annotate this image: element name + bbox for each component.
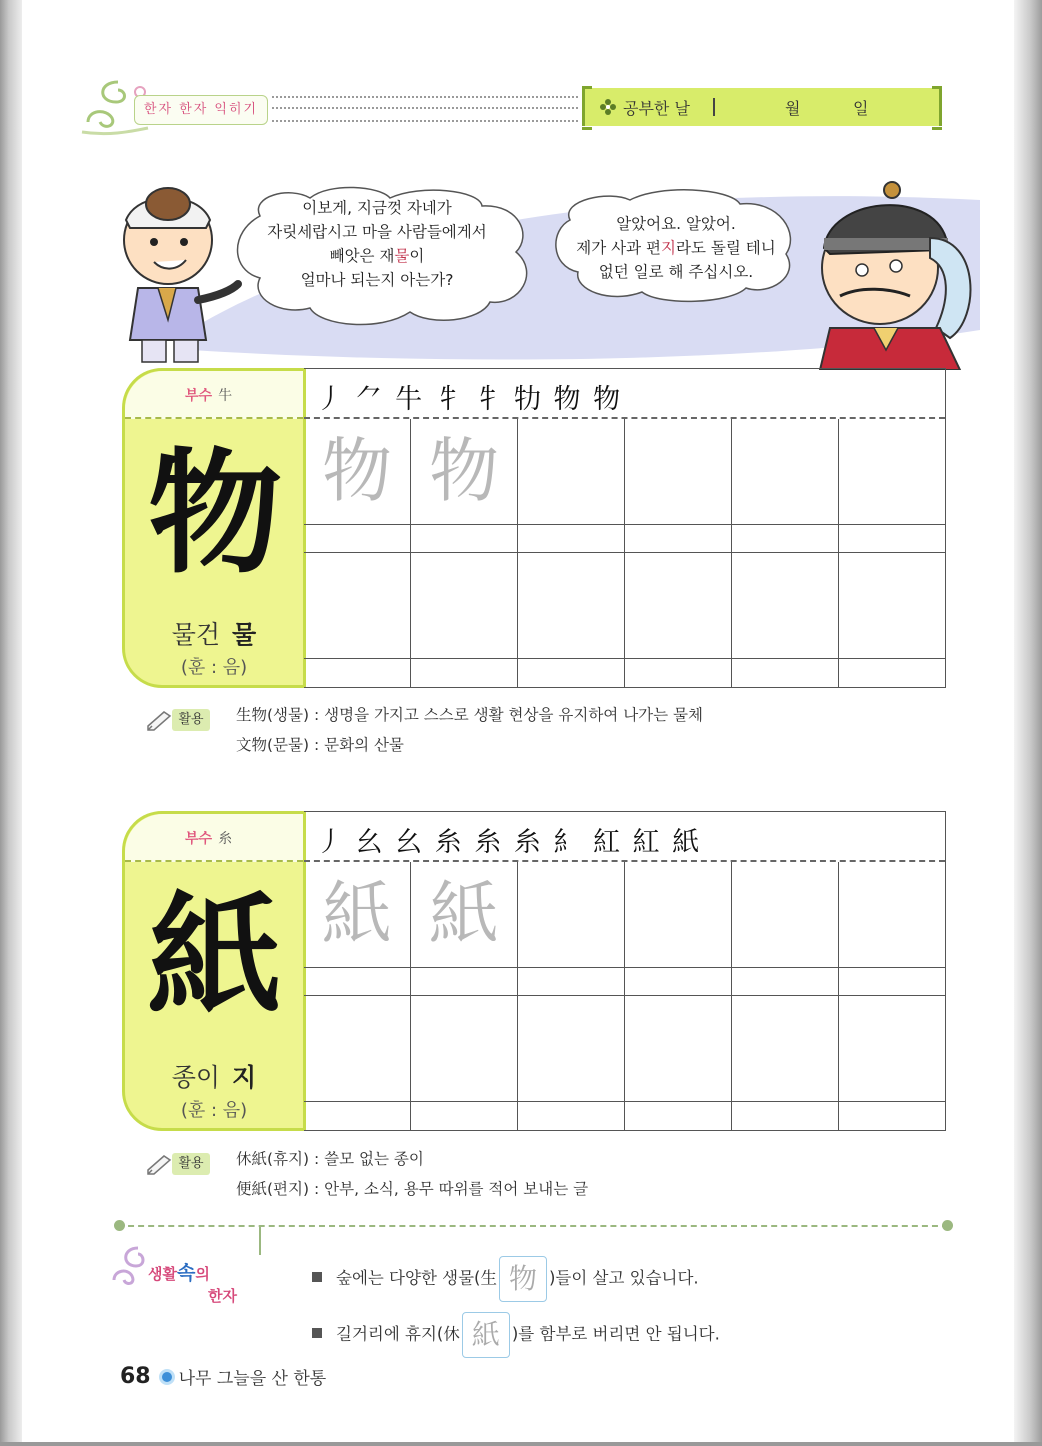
writing-cell[interactable] <box>732 968 839 996</box>
life-example-2 <box>312 1312 720 1358</box>
radical-label: 부수 <box>185 831 213 847</box>
character-card <box>122 811 306 1131</box>
trace-character: 紙 <box>322 873 392 955</box>
writing-cell[interactable] <box>732 862 839 968</box>
main-character: 紙 <box>147 877 282 1035</box>
writing-cell[interactable] <box>304 659 411 688</box>
writing-cell[interactable] <box>732 419 839 525</box>
section-label: 한자 한자 익히기 <box>134 95 268 125</box>
trace-cell[interactable] <box>411 419 518 525</box>
usage-line: 休紙(휴지) : 쓸모 없는 종이 <box>236 1150 424 1168</box>
writing-cell[interactable] <box>518 659 625 688</box>
writing-cell[interactable] <box>625 419 732 525</box>
life-text: )를 함부로 버리면 안 됩니다. <box>511 1324 720 1344</box>
pencil-icon <box>146 708 174 732</box>
writing-cell[interactable] <box>839 968 945 996</box>
writing-cell[interactable] <box>839 659 945 688</box>
life-section-subtitle: 한자 <box>208 1287 237 1305</box>
meaning-text: 물건 <box>171 620 221 649</box>
radical-header <box>125 814 303 862</box>
radical-char: 牛 <box>218 388 233 404</box>
radical-info <box>185 385 232 405</box>
character-card <box>122 368 306 688</box>
speech-line: 없던 일로 해 주십시오. <box>598 263 754 281</box>
writing-cell[interactable] <box>304 968 411 996</box>
trace-cell[interactable] <box>411 862 518 968</box>
radical-label: 부수 <box>185 388 213 404</box>
writing-cell[interactable] <box>839 996 945 1102</box>
writing-cell[interactable] <box>518 996 625 1102</box>
writing-cell[interactable] <box>625 659 732 688</box>
speech-line: 빼앗은 재물이 <box>329 247 425 265</box>
life-title-b: 속 <box>176 1262 196 1284</box>
life-title-c: 의 <box>195 1265 210 1283</box>
writing-cell[interactable] <box>625 862 732 968</box>
writing-cell[interactable] <box>304 553 411 659</box>
speech-line: 이보게, 지금껏 자네가 <box>302 199 452 217</box>
writing-cell[interactable] <box>304 525 411 553</box>
trace-character: 物 <box>429 430 499 512</box>
writing-cell[interactable] <box>732 996 839 1102</box>
usage-badge: 활용 <box>172 709 210 731</box>
writing-cell[interactable] <box>732 553 839 659</box>
usage-line: 便紙(편지) : 안부, 소식, 용무 따위를 적어 보내는 글 <box>236 1180 589 1198</box>
writing-cell[interactable] <box>625 1102 732 1131</box>
stroke-order-row <box>304 812 945 862</box>
trace-cell[interactable] <box>304 419 411 525</box>
life-section-title <box>148 1258 210 1285</box>
meaning-sound <box>125 1058 303 1094</box>
divider-tick <box>259 1227 261 1255</box>
book-title: 나무 그늘을 산 한통 <box>178 1369 327 1389</box>
sound-text: 지 <box>232 1063 257 1092</box>
page-shadow-left <box>0 0 22 1446</box>
writing-cell[interactable] <box>304 996 411 1102</box>
writing-cell[interactable] <box>732 1102 839 1131</box>
usage-badge: 활용 <box>172 1153 210 1175</box>
circle-bullet-icon <box>159 1369 175 1385</box>
writing-cell[interactable] <box>839 1102 945 1131</box>
writing-cell[interactable] <box>625 968 732 996</box>
radical-info <box>185 828 232 848</box>
header-dotted-line <box>272 96 578 122</box>
writing-cell[interactable] <box>625 525 732 553</box>
writing-cell[interactable] <box>411 996 518 1102</box>
highlight-syllable: 지 <box>661 239 676 257</box>
page-shadow-bottom <box>0 1442 1042 1446</box>
study-separator <box>713 98 715 116</box>
trace-character: 物 <box>322 430 392 512</box>
writing-grid <box>304 368 946 688</box>
writing-cell[interactable] <box>411 968 518 996</box>
life-example-1 <box>312 1256 699 1302</box>
trace-character: 紙 <box>429 873 499 955</box>
writing-cell[interactable] <box>411 1102 518 1131</box>
study-date-box <box>582 88 942 126</box>
writing-cell[interactable] <box>518 553 625 659</box>
stroke-order: 丿 ⺈ 牛 牜 牜 牞 物 物 <box>316 384 623 415</box>
writing-cell[interactable] <box>839 553 945 659</box>
writing-cell[interactable] <box>304 1102 411 1131</box>
month-label: 월 <box>785 99 801 118</box>
left-speech-bubble <box>232 196 522 292</box>
official-character-illustration <box>800 178 980 370</box>
hun-eum-label: (훈 : 음) <box>180 1100 248 1121</box>
writing-cell[interactable] <box>411 525 518 553</box>
bullet-square-icon <box>312 1272 322 1282</box>
study-date-label: 공부한 날 <box>623 99 690 118</box>
life-text: )들이 살고 있습니다. <box>548 1268 699 1288</box>
writing-cell[interactable] <box>518 1102 625 1131</box>
writing-cell[interactable] <box>518 525 625 553</box>
writing-cell[interactable] <box>839 862 945 968</box>
stroke-order-row <box>304 369 945 419</box>
answer-box[interactable]: 紙 <box>462 1312 510 1358</box>
meaning-sound <box>125 615 303 651</box>
writing-cell[interactable] <box>411 659 518 688</box>
life-text: 길거리에 휴지(休 <box>336 1324 460 1344</box>
flower-icon <box>599 98 617 116</box>
radical-char: 糸 <box>218 831 233 847</box>
speech-line: 알았어요. 알았어. <box>616 215 736 233</box>
day-label: 일 <box>853 99 869 118</box>
page-shadow-right <box>1014 0 1042 1446</box>
sound-text: 물 <box>232 620 257 649</box>
answer-box[interactable]: 物 <box>499 1256 547 1302</box>
page-number: 68 <box>120 1364 151 1389</box>
life-title-a: 생활 <box>148 1265 177 1283</box>
hun-eum-label: (훈 : 음) <box>180 657 248 678</box>
writing-cell[interactable] <box>411 553 518 659</box>
meaning-text: 종이 <box>171 1063 221 1092</box>
speech-line: 얼마나 되는지 아는가? <box>300 271 454 289</box>
writing-cell[interactable] <box>625 553 732 659</box>
bullet-square-icon <box>312 1328 322 1338</box>
speech-line: 제가 사과 편지라도 돌릴 테니 <box>576 239 776 257</box>
writing-cell[interactable] <box>839 419 945 525</box>
writing-cell[interactable] <box>625 996 732 1102</box>
stroke-order: 丿 幺 幺 糸 糸 糸 糹 紅 紅 紙 <box>316 827 702 858</box>
usage-line: 生物(생물) : 생명을 가지고 스스로 생활 현상을 유지하여 나가는 물체 <box>236 706 703 724</box>
right-speech-bubble <box>556 212 796 284</box>
life-text: 숲에는 다양한 생물(生 <box>336 1268 497 1288</box>
writing-grid <box>304 811 946 1131</box>
writing-cell[interactable] <box>518 419 625 525</box>
trace-cell[interactable] <box>304 862 411 968</box>
page-footer <box>120 1364 326 1389</box>
writing-cell[interactable] <box>839 525 945 553</box>
writing-cell[interactable] <box>518 862 625 968</box>
speech-line: 자릿세랍시고 마을 사람들에게서 <box>267 223 487 241</box>
writing-cell[interactable] <box>732 525 839 553</box>
divider-dot <box>942 1220 953 1231</box>
pencil-icon <box>146 1152 174 1176</box>
usage-line: 文物(문물) : 문화의 산물 <box>236 736 404 754</box>
radical-header <box>125 371 303 419</box>
highlight-syllable: 물 <box>394 247 410 265</box>
writing-cell[interactable] <box>518 968 625 996</box>
section-divider <box>118 1225 948 1227</box>
writing-cell[interactable] <box>732 659 839 688</box>
divider-dot <box>114 1220 125 1231</box>
main-character: 物 <box>147 434 282 592</box>
boy-character-illustration <box>98 180 248 370</box>
